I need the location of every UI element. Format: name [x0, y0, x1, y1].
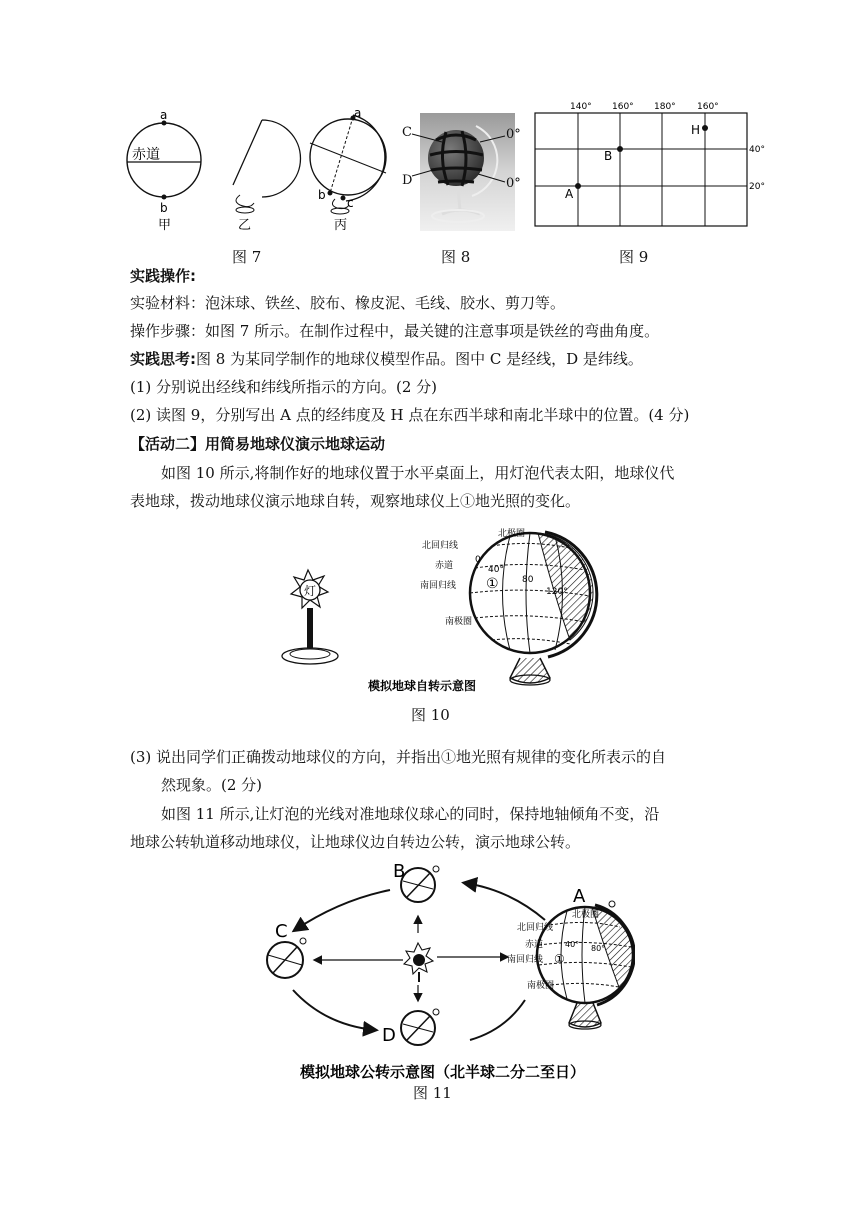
thinking-text: 图 8 为某同学制作的地球仪模型作品。图中 C 是经线，D 是纬线。: [196, 350, 643, 368]
label-c-bing: c: [347, 196, 354, 210]
arctic-label-11: 北极圈: [572, 910, 600, 920]
figure-7: [120, 105, 390, 235]
figure-10-title: 模拟地球自转示意图: [368, 679, 477, 693]
antarctic-label: 南极圈: [445, 617, 473, 627]
paragraph-1-line-1: 如图 10 所示,将制作好的地球仪置于水平桌面上，用灯泡代表太阳，地球仪代: [161, 464, 675, 482]
globe-a: [537, 901, 635, 1029]
equator-label-11: 赤道: [525, 940, 544, 950]
label-c: C: [402, 125, 412, 140]
figure-9-grid: [530, 98, 770, 233]
lon-80-label: 80: [522, 575, 534, 585]
label-b-bing: b: [318, 188, 326, 202]
label-b-grid: B: [604, 149, 613, 163]
label-h: H: [691, 123, 701, 137]
label-a: a: [160, 108, 168, 122]
caption-fig9: 图 9: [619, 248, 649, 266]
steps-line: 操作步骤：如图 7 所示。在制作过程中，最关键的注意事项是铁丝的弯曲角度。: [130, 322, 660, 340]
label-yi: 乙: [238, 218, 252, 233]
point-1-fig10: ①: [486, 576, 499, 592]
lon-label-2: 160°: [612, 102, 634, 112]
activity-2-heading: 【活动二】用简易地球仪演示地球运动: [130, 435, 386, 453]
lon-label-3: 180°: [654, 102, 676, 112]
caption-fig8: 图 8: [441, 248, 471, 266]
tropic-n-label-11: 北回归线: [517, 923, 554, 933]
label-0-top: 0°: [506, 127, 521, 142]
label-equator: 赤道: [132, 147, 160, 163]
question-2: (2) 读图 9，分别写出 A 点的经纬度及 H 点在东西半球和南北半球中的位置。(4 分): [130, 406, 690, 424]
point-a-grid: [575, 183, 581, 189]
paragraph-1-line-2: 表地球，拨动地球仪演示地球自转，观察地球仪上①地光照的变化。: [130, 492, 581, 510]
paragraph-2-line-2: 地球公转轨道移动地球仪，让地球仪边自转边公转，演示地球公转。: [130, 833, 581, 851]
equator-label: 赤道: [435, 561, 454, 571]
lamp-char: 灯: [304, 584, 317, 598]
label-0-bottom: 0°: [506, 176, 521, 191]
point-b: [162, 195, 167, 200]
base-yi: [236, 195, 254, 207]
lon-120-label: 120°: [546, 587, 568, 597]
question-3-line-1: (3) 说出同学们正确拨动地球仪的方向，并指出①地光照有规律的变化所表示的自: [130, 748, 667, 766]
figure-10: [270, 518, 620, 703]
thinking-label: 实践思考:: [130, 350, 196, 368]
practice-title: 实践操作:: [130, 267, 196, 285]
tropic-n-label: 北回归线: [422, 541, 459, 551]
pos-c-label: C: [275, 921, 288, 942]
point-1-fig11: ①: [554, 952, 565, 966]
tropic-s-label: 南回归线: [420, 581, 457, 591]
globe-rotation: [470, 532, 597, 685]
label-a-grid: A: [565, 187, 574, 201]
figure-11: [255, 855, 635, 1085]
label-a-bing: a: [354, 106, 362, 120]
point-b-grid: [617, 146, 623, 152]
globe-c: [267, 938, 306, 978]
paragraph-2-line-1: 如图 11 所示,让灯泡的光线对准地球仪球心的同时，保持地轴倾角不变，沿: [161, 805, 660, 823]
caption-fig10: 图 10: [411, 706, 450, 724]
label-bing: 丙: [334, 218, 348, 233]
globe-b: [401, 866, 439, 902]
antarctic-label-11: 南极圈: [527, 981, 555, 991]
tropic-s-label-11: 南回归线: [507, 955, 544, 965]
lat-40-label: 40°: [488, 565, 504, 575]
lon-label-4: 160°: [697, 102, 719, 112]
label-b: b: [160, 201, 168, 215]
arctic-label: 北极圈: [498, 529, 526, 539]
pos-d-label: D: [382, 1025, 396, 1046]
globe-bing: [310, 119, 386, 195]
caption-fig11: 图 11: [413, 1084, 452, 1102]
label-d: D: [402, 173, 413, 188]
pos-b-label: B: [393, 861, 406, 882]
lon-label-1: 140°: [570, 102, 592, 112]
caption-fig7: 图 7: [232, 248, 262, 266]
figure-11-title: 模拟地球公转示意图（北半球二分二至日）: [300, 1063, 586, 1081]
wire-yi: [233, 120, 300, 197]
question-3-line-2: 然现象。(2 分): [161, 776, 263, 794]
materials-line: 实验材料：泡沫球、铁丝、胶布、橡皮泥、毛线、胶水、剪刀等。: [130, 294, 566, 312]
sun-icon: [404, 943, 433, 982]
label-jia: 甲: [158, 218, 172, 233]
lat-label-40: 40°: [749, 145, 765, 155]
point-h: [702, 125, 708, 131]
lat-label-20: 20°: [749, 182, 765, 192]
lon-80-label-11: 80°: [591, 944, 606, 953]
zero-label: 0: [475, 555, 481, 565]
thinking-line: [130, 352, 643, 367]
lat-40-label-11: 40°: [565, 940, 580, 949]
question-1: (1) 分别说出经线和纬线所指示的方向。(2 分): [130, 378, 438, 396]
globe-d: [401, 1009, 439, 1045]
pos-a-label: A: [573, 886, 586, 907]
